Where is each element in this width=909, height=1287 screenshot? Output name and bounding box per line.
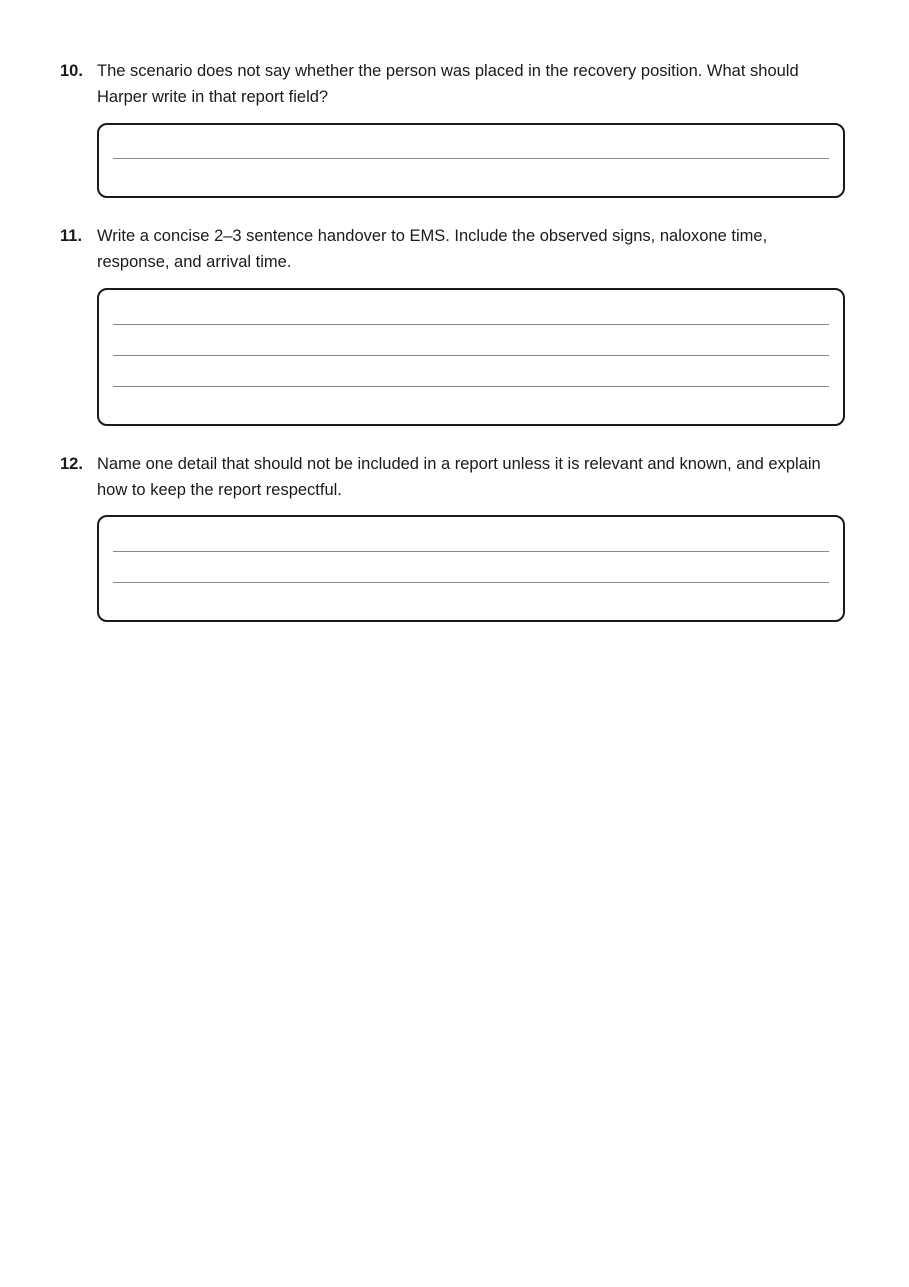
answer-line	[113, 324, 829, 325]
answer-box-11[interactable]	[97, 288, 845, 426]
question-12	[60, 451, 850, 503]
answer-box-12[interactable]	[97, 515, 845, 622]
answer-line	[113, 355, 829, 356]
question-11	[60, 223, 850, 275]
answer-line	[113, 386, 829, 387]
question-number: 12.	[60, 455, 83, 473]
answer-box-10[interactable]	[97, 123, 845, 198]
question-prompt: Write a concise 2–3 sentence handover to EMS. Include the observed signs, naloxone time, response, and arrival time.	[97, 227, 768, 271]
answer-line	[113, 551, 829, 552]
question-prompt: Name one detail that should not be included in a report unless it is relevant and known, and explain how to keep the report respectful.	[97, 455, 821, 499]
question-prompt: The scenario does not say whether the person was placed in the recovery position. What should Harper write in that report field?	[97, 62, 799, 106]
answer-line	[113, 582, 829, 583]
question-number: 11.	[60, 227, 83, 245]
question-10	[60, 58, 850, 110]
question-number: 10.	[60, 62, 83, 80]
answer-line	[113, 158, 829, 159]
